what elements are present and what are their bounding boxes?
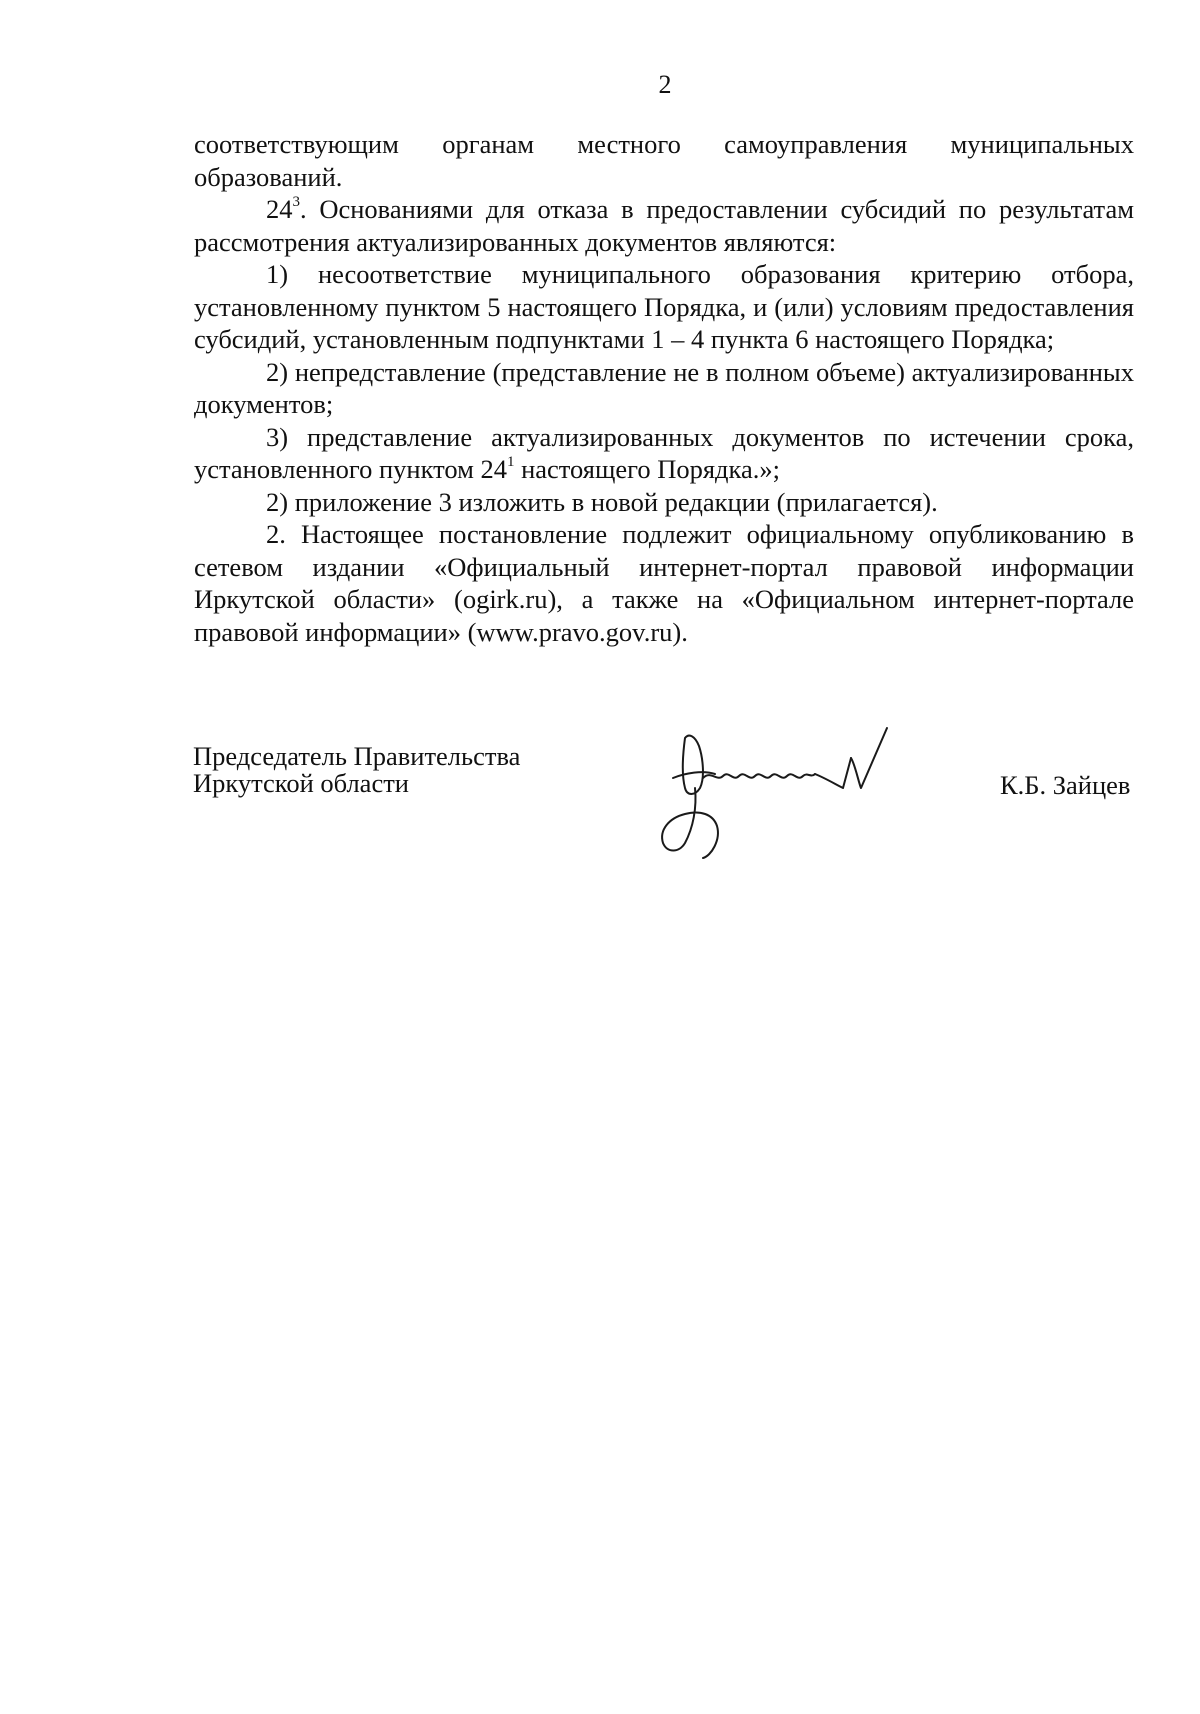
handwritten-signature: [655, 718, 905, 863]
superscript: 3: [292, 194, 300, 211]
signatory-name: К.Б. Зайцев: [1000, 770, 1131, 800]
list-item-3: [194, 421, 1134, 486]
paragraph-text: 3) представление актуализированных документов по истечении срока, установленного пунктом 24: [194, 421, 1134, 484]
signatory-title-line: Иркутской области: [193, 768, 409, 798]
signatory-title: [193, 743, 520, 797]
item-number: 24: [266, 194, 293, 224]
publication-clause: 2. Настоящее постановление подлежит официальному опубликованию в сетевом издании «Официальный интернет-портал правовой информации Иркутской области» (ogirk.ru), а также на «Официальном интернет-портале правовой информации» (www.pravo.gov.ru).: [194, 519, 1134, 647]
paragraph-text: настоящего Порядка.»;: [514, 454, 780, 484]
document-body: [194, 128, 1134, 648]
signatory-title-line: Председатель Правительства: [193, 741, 521, 771]
superscript: 1: [506, 454, 515, 471]
list-item-1: 1) несоответствие муниципального образования критерию отбора, установленному пунктом 5 настоящего Порядка, и (или) условиям предоставления субсидий, установленным подпунктами 1 – 4 пункта 6 настоящего Порядка;: [194, 259, 1134, 354]
paragraph-continuation: соответствующим органам местного самоуправления муниципальных образований.: [194, 129, 1134, 192]
paragraph-24-3: [194, 193, 1134, 258]
paragraph-text: . Основаниями для отказа в предоставлении субсидий по результатам рассмотрения актуализированных документов являются:: [194, 194, 1134, 257]
amendment-item: 2) приложение 3 изложить в новой редакции (прилагается).: [266, 486, 938, 517]
list-item-2: 2) непредставление (представление не в полном объеме) актуализированных документов;: [194, 356, 1134, 419]
page-number: 2: [658, 70, 672, 99]
